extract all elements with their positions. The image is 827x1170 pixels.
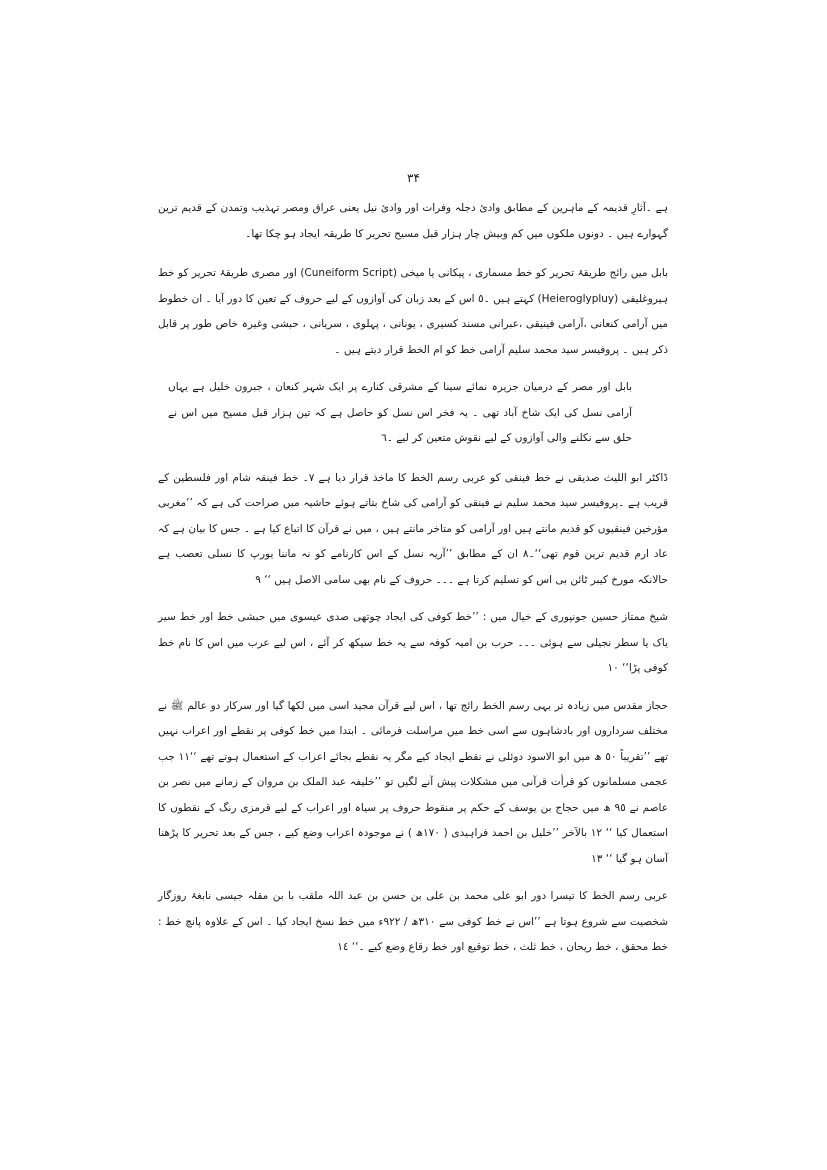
page-number: ۳۴ <box>407 171 420 185</box>
block-quote: بابل اور مصر کے درمیان جزیرہ نمائے سینا کے مشرقی کنارے پر ایک شہر کنعان ، جبرون خلیل ہے یہاں آرامی نسل کی ایک شاخ آباد تھی ۔ یہ فخر اس نسل کو حاصل ہے کہ تین ہزار قبل مسیح میں اس نے حلق سے نکلنے والی آوازوں کے لیے نقوش متعین کر لیے ۔٦ <box>168 381 632 444</box>
paragraph-7: عربی رسم الخط کا تیسرا دور ابو علی محمد بن علی بن حسن بن عبد اللہ ملقب با بن مقلہ جیسی نابغۂ روزگار شخصیت سے شروع ہوتا ہے ’’اس نے خط کوفی سے ٣١٠ھ / ٩٢٢ء میں خط نسخ ایجاد کیا ۔ اس کے علاوہ پانچ خط : خط محقق ، خط ریحان ، خط ثلث ، خط توقیع اور خط رقاع وضع کیے ۔‘‘ ١٤ <box>158 890 668 953</box>
paragraph-2: بابل میں رائج طریقۂ تحریر کو خط مسماری ، پیکانی یا میخی (Cuneiform Script) اور مصری طریقۂ تحریر کو خط ہیروغلیفی (Heieroglypluy) کہتے ہیں ۔٥ اس کے بعد زبان کی آوازوں کے لیے حروف کے تعین کا دور آیا ۔ ان خطوط میں آرامی کنعانی ،آرامی فینیقی ،عبرانی مسند کسیری ، یونانی ، پہلوی ، سریانی ، حبشی وغیرہ خاص طور پر قابل ذکر ہیں ۔ پروفیسر سید محمد سلیم آرامی خط کو ام الخط قرار دیتے ہیں ۔ <box>158 267 668 356</box>
paragraph-6: حجاز مقدس میں زیادہ تر یہی رسم الخط رائج تھا ، اس لیے قرآن مجید اسی میں لکھا گیا اور سرکار دو عالم ﷺ نے مختلف سرداروں اور بادشاہوں سے اسی خط میں مراسلت فرمائی ۔ ابتدا میں خط کوفی پر نقطے اور اعراب نہیں تھے ’’تقریباً ٥٠ ھ میں ابو الاسود دوئلی نے نقطے ایجاد کیے مگر یہ نقطے بجائے اعراب کے استعمال ہوتے تھے ‘‘١١ جب عجمی مسلمانوں کو قرأت قرآنی میں مشکلات پیش آنے لگیں تو ’’خلیفہ عبد الملک بن مروان کے زمانے میں نصر بن عاصم نے ٩٥ ھ میں حجاج بن یوسف کے حکم پر منقوط حروف پر سیاہ اور اعراب کے لیے قرمزی رنگ کے نقطوں کا استعمال کیا ‘‘ ١٢ بالآخر ’’خلیل بن احمد فراہیدی ( ١٧٠ھ ) نے موجودہ اعراب وضع کیے ، جس کے بعد تحریر کا پڑھنا آسان ہو گیا ‘‘ ١٣ <box>158 699 669 865</box>
page-body <box>158 196 668 973</box>
paragraph-1: ہے ۔آثارِ قدیمہ کے ماہرین کے مطابق وادیٔ دجلہ وفرات اور وادیٔ نیل یعنی عراق ومصر تہذیب وتمدن کے قدیم ترین گہوارے ہیں ۔ دونوں ملکوں میں کم وبیش چار ہزار قبل مسیح تحریر کا طریقہ ایجاد ہو چکا تھا۔ <box>158 202 668 240</box>
paragraph-4: ڈاکٹر ابو اللیث صدیقی نے خط فینقی کو عربی رسم الخط کا ماخذ قرار دیا ہے ٧۔ خط فینقہ شام اور فلسطین کے قریب ہے ۔پروفیسر سید محمد سلیم نے فینقی کو آرامی کی شاخ بتاتے ہوئے حاشیہ میں صراحت کی ہے کہ ’’مغربی مؤرخین فینقیوں کو قدیم مانتے ہیں اور آرامی کو متاخر مانتے ہیں ، میں نے قرآن کا اتباع کیا ہے ۔ جس کا بیان ہے کہ عاد ارم قدیم ترین قوم تھی‘‘۔٨ ان کے مطابق ’’آریہ نسل کے اس کارنامے کو نہ ماننا یورپ کا نسلی تعصب ہے حالانکہ مورخ کیبر ٹائن بی اس کو تسلیم کرتا ہے ۔۔۔ حروف کے نام بھی سامی الاصل ہیں ‘‘ ٩ <box>158 471 668 586</box>
paragraph-5: شیخ ممتاز حسین جونپوری کے خیال میں : ’’خط کوفی کی ایجاد چوتھی صدی عیسوی میں حبشی خط اور خط سیر یاک یا سطر نجیلی سے ہوئی ۔۔۔ حرب بن امیہ کوفہ سے یہ خط سیکھ کر آئے ، اس لیے عرب میں اس کا نام خط کوفی پڑا‘‘ ١٠ <box>158 611 668 674</box>
